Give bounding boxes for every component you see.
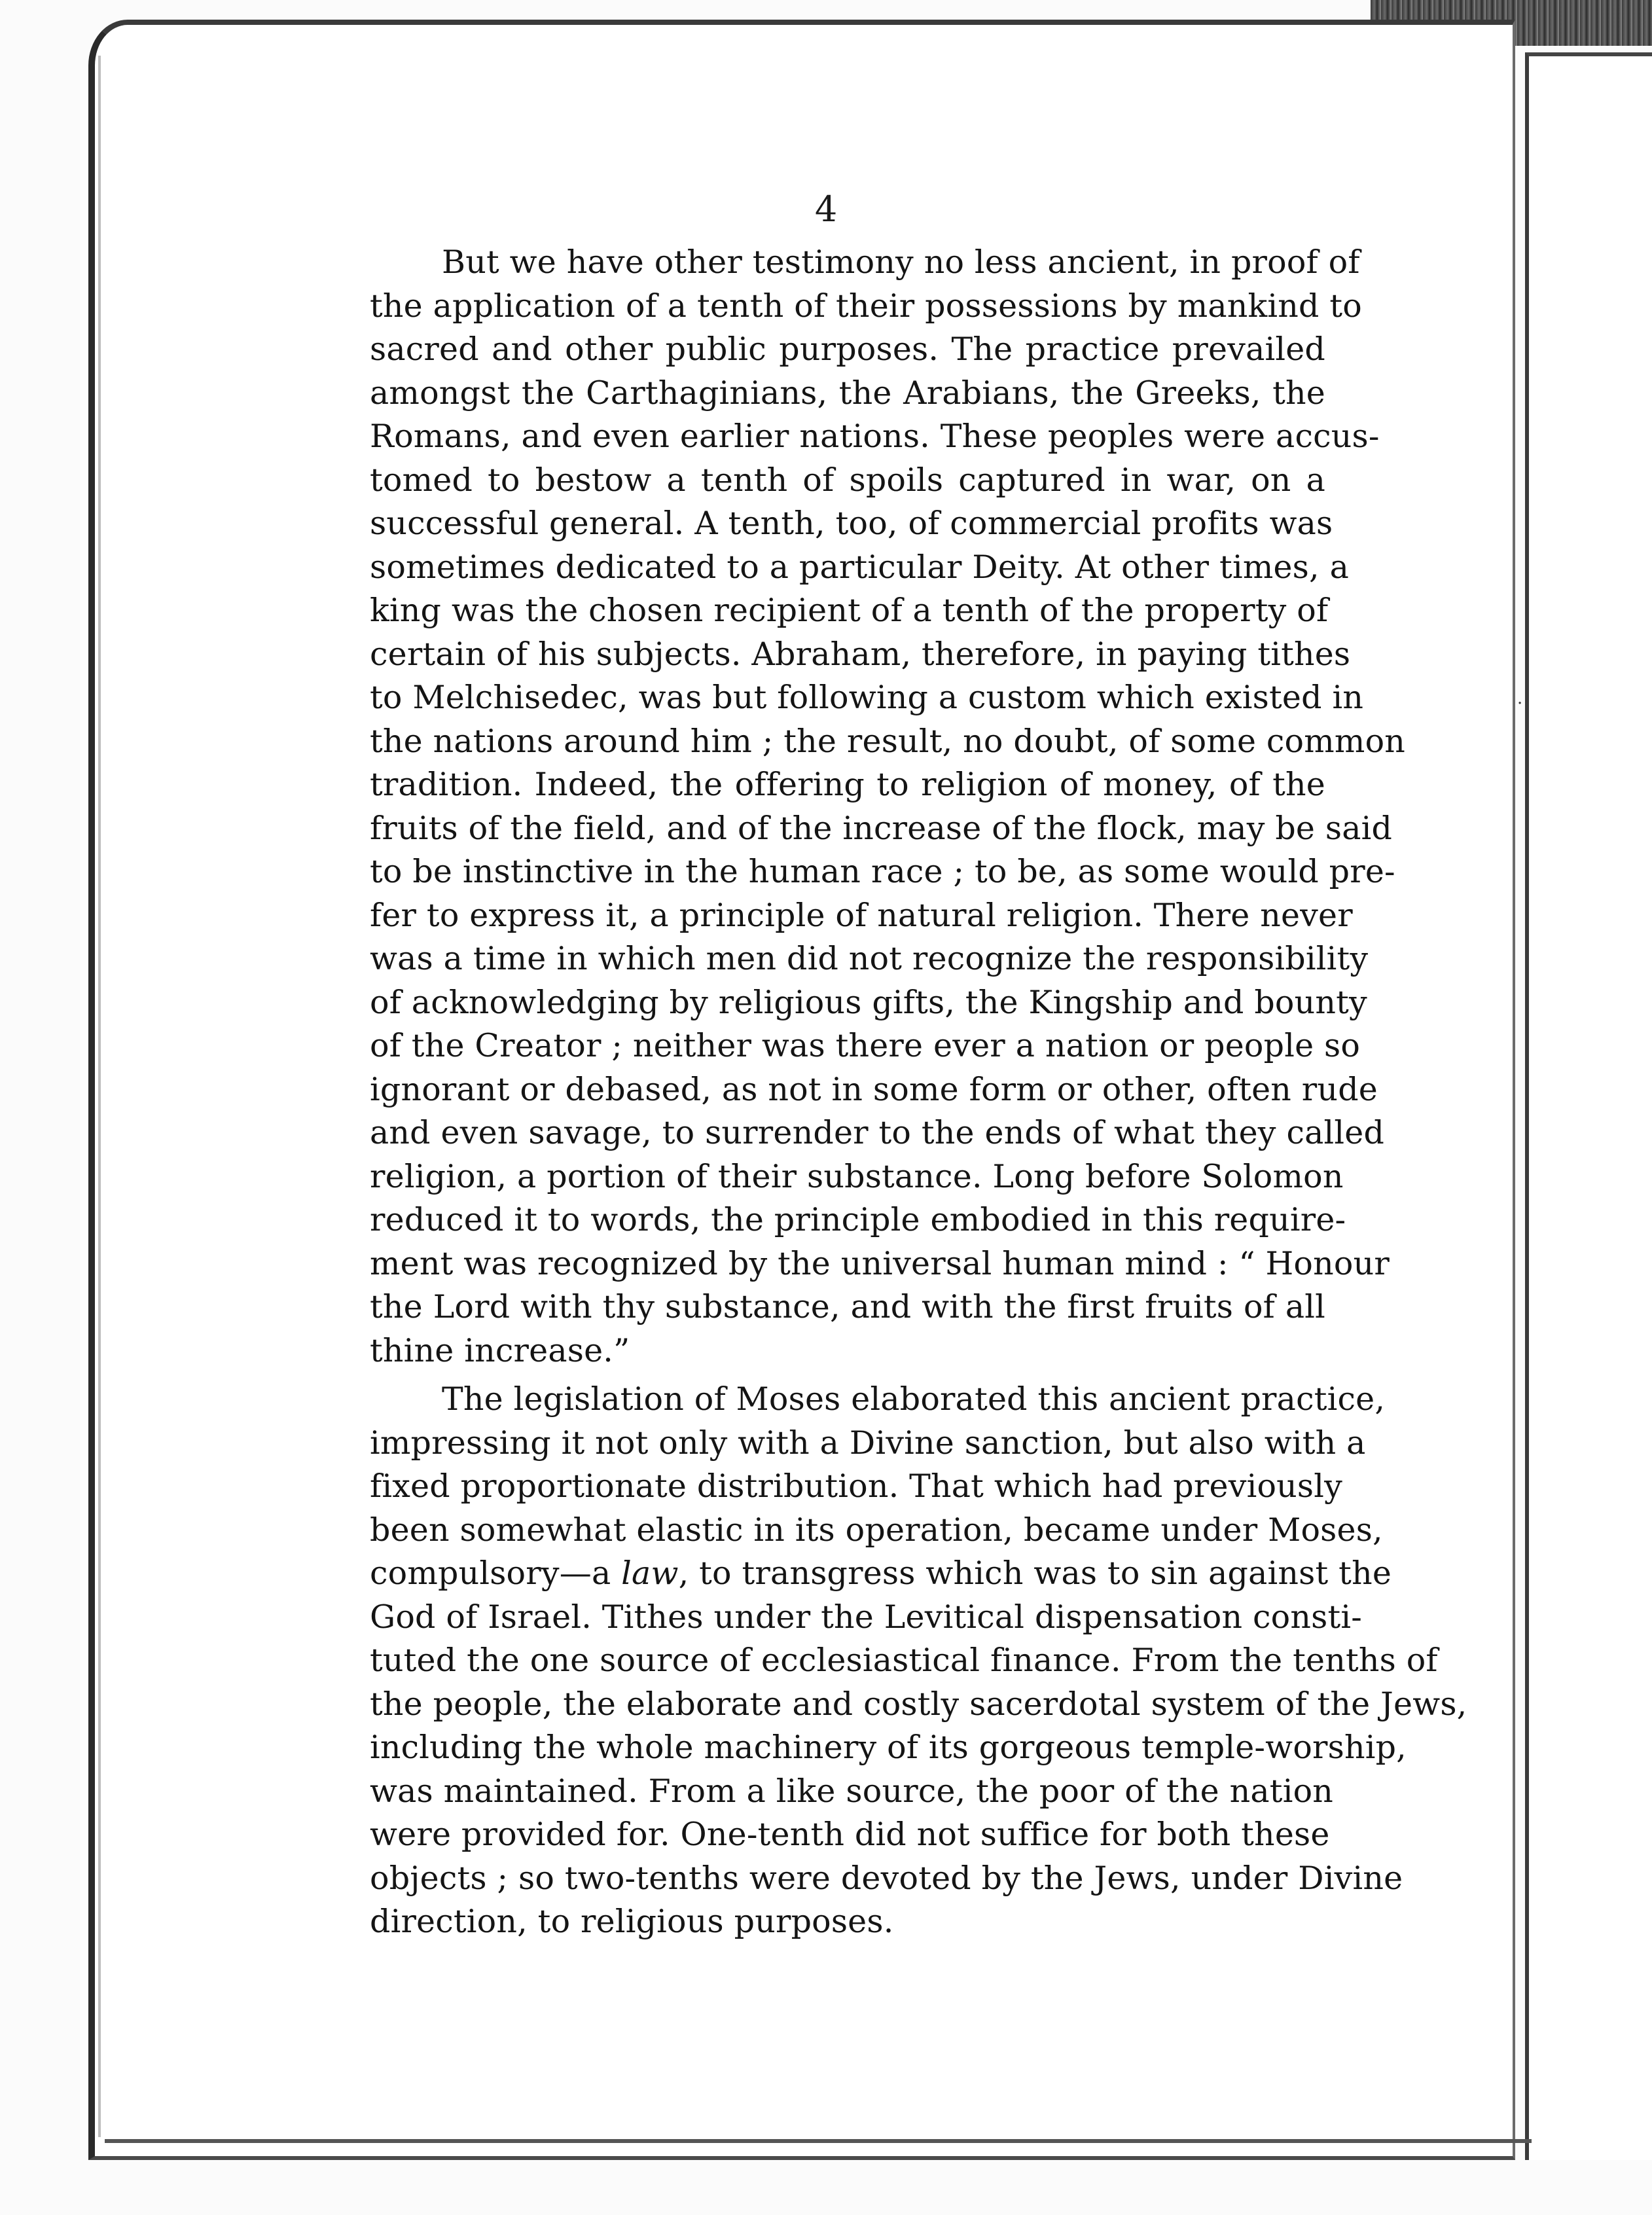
text-line: sacred and other public purposes. The practice prevailed — [370, 331, 1325, 368]
text-line: reduced it to words, the principle embodied in this require- — [370, 1201, 1346, 1238]
text-line: amongst the Carthaginians, the Arabians, the Greeks, the — [370, 374, 1325, 412]
text-line-with-italic — [298, 1552, 1392, 1596]
text-line: Romans, and even earlier nations. These peoples were accus- — [370, 418, 1380, 455]
text-line: of the Creator ; neither was there ever a nation or people so — [370, 1027, 1361, 1064]
text-line: tomed to bestow a tenth of spoils captured in war, on a — [370, 461, 1325, 499]
text-line: tradition. Indeed, the offering to religion of money, of the — [370, 766, 1325, 803]
text-line: thine increase.” — [370, 1331, 630, 1369]
text-line: was maintained. From a like source, the poor of the nation — [370, 1772, 1334, 1810]
text-line: religion, a portion of their substance. Long before Solomon — [370, 1157, 1344, 1195]
text-line: fixed proportionate distribution. That which had previously — [370, 1468, 1343, 1505]
text-line: God of Israel. Tithes under the Levitical dispensation consti- — [370, 1598, 1362, 1636]
page-number: 4 — [814, 189, 838, 230]
text-line: the application of a tenth of their possessions by mankind to — [370, 287, 1362, 325]
text-line: ignorant or debased, as not in some form or other, often rude — [370, 1070, 1378, 1108]
italic-word: law — [621, 1555, 679, 1592]
text-line: direction, to religious purposes. — [370, 1903, 894, 1940]
text-line: certain of his subjects. Abraham, therefore, in paying tithes — [370, 635, 1351, 673]
text-segment: , to transgress which was to sin against the — [678, 1555, 1392, 1592]
text-line: impressing it not only with a Divine sanction, but also with a — [370, 1424, 1366, 1462]
body-text — [298, 241, 1467, 1944]
text-line: the people, the elaborate and costly sacerdotal system of the Jews, — [370, 1685, 1467, 1723]
paragraph-1 — [298, 241, 1406, 1373]
text-line: and even savage, to surrender to the ends of what they called — [370, 1114, 1385, 1151]
page-gutter-line — [98, 56, 101, 2137]
paragraph-2 — [298, 1378, 1467, 1944]
text-line: But we have other testimony no less ancient, in proof of — [442, 243, 1360, 281]
text-line: was a time in which men did not recognize the responsibility — [370, 940, 1369, 977]
text-line: ment was recognized by the universal human mind : “ Honour — [370, 1244, 1390, 1282]
adjacent-page-edge — [1525, 52, 1652, 2160]
text-line: to be instinctive in the human race ; to be, as some would pre- — [370, 853, 1395, 890]
text-line: successful general. A tenth, too, of commercial profits was — [370, 505, 1333, 542]
text-line: king was the chosen recipient of a tenth of the property of — [370, 592, 1329, 629]
page-bottom-edge — [105, 2139, 1532, 2143]
text-line: fer to express it, a principle of natural religion. There never — [370, 896, 1353, 934]
text-segment: compulsory—a — [370, 1555, 622, 1592]
margin-mark: · — [1517, 694, 1523, 713]
text-line: of acknowledging by religious gifts, the Kingship and bounty — [370, 983, 1367, 1021]
text-line: the nations around him ; the result, no doubt, of some common — [370, 722, 1406, 760]
text-line: objects ; so two-tenths were devoted by the Jews, under Divine — [370, 1859, 1403, 1897]
text-line: to Melchisedec, was but following a custom which existed in — [370, 679, 1364, 716]
text-line: including the whole machinery of its gorgeous temple-worship, — [370, 1729, 1407, 1766]
text-line: sometimes dedicated to a particular Deity. At other times, a — [370, 548, 1349, 586]
text-line: The legislation of Moses elaborated this ancient practice, — [442, 1380, 1386, 1418]
text-line: been somewhat elastic in its operation, became under Moses, — [370, 1511, 1383, 1549]
text-line: fruits of the field, and of the increase of the flock, may be said — [370, 809, 1393, 847]
text-line: were provided for. One-tenth did not suffice for both these — [370, 1816, 1330, 1853]
text-line: tuted the one source of ecclesiastical finance. From the tenths of — [370, 1642, 1438, 1679]
text-line: the Lord with thy substance, and with the first fruits of all — [370, 1288, 1325, 1325]
